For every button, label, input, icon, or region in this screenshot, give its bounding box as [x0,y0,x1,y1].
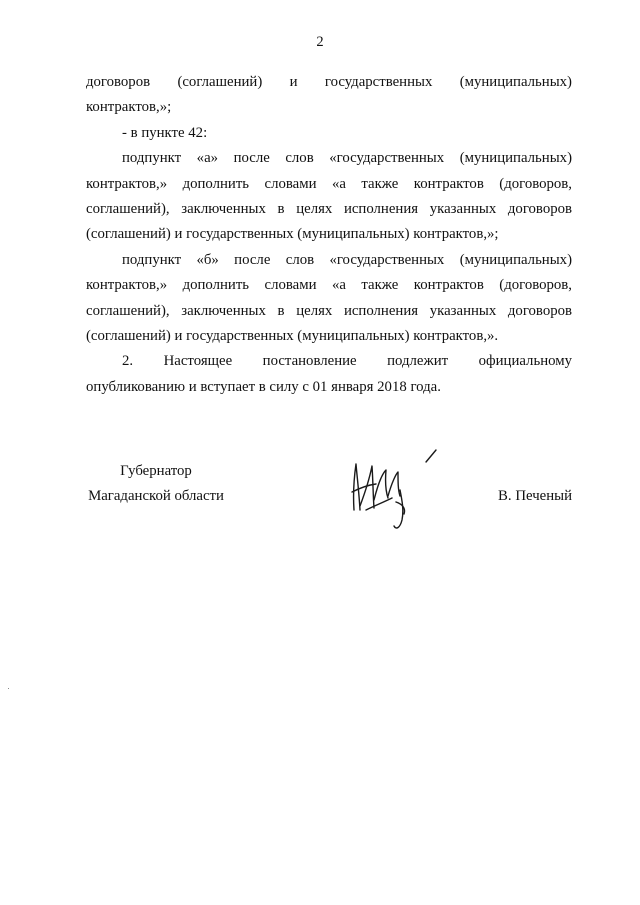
text-line: контрактов,»; [86,99,172,116]
signatory-title [86,459,226,509]
text-line: подпункт «б» после слов «государственных (муниципальных) [122,251,572,268]
text-line: (соглашений) и государственных (муниципальных) контрактов,»; [86,226,499,243]
text-line: договоров (соглашений) и государственных (муниципальных) [86,74,572,90]
text-line: 2. Настоящее постановление подлежит официальному [122,353,572,370]
text-line: опубликованию и вступает в силу с 01 января 2018 года. [86,378,441,395]
text-line: подпункт «а» после слов «государственных (муниципальных) [122,150,572,167]
scan-mark [8,688,9,689]
text-line: - в пункте 42: [122,124,208,141]
text-line: (соглашений) и государственных (муниципальных) контрактов,». [86,328,499,345]
text-line: соглашений), заключенных в целях исполнения указанных договоров [86,201,572,218]
signatory-name: В. Печеный [498,488,572,504]
text-line: контрактов,» дополнить словами «а также контрактов (договоров, [86,175,572,192]
text-line: соглашений), заключенных в целях исполнения указанных договоров [86,302,572,319]
page-number: 2 [316,34,324,50]
signatory-title-line: Магаданской области [88,488,224,504]
handwritten-signature [340,440,450,540]
signatory-title-line: Губернатор [120,463,192,479]
text-line: контрактов,» дополнить словами «а также контрактов (договоров, [86,277,572,294]
